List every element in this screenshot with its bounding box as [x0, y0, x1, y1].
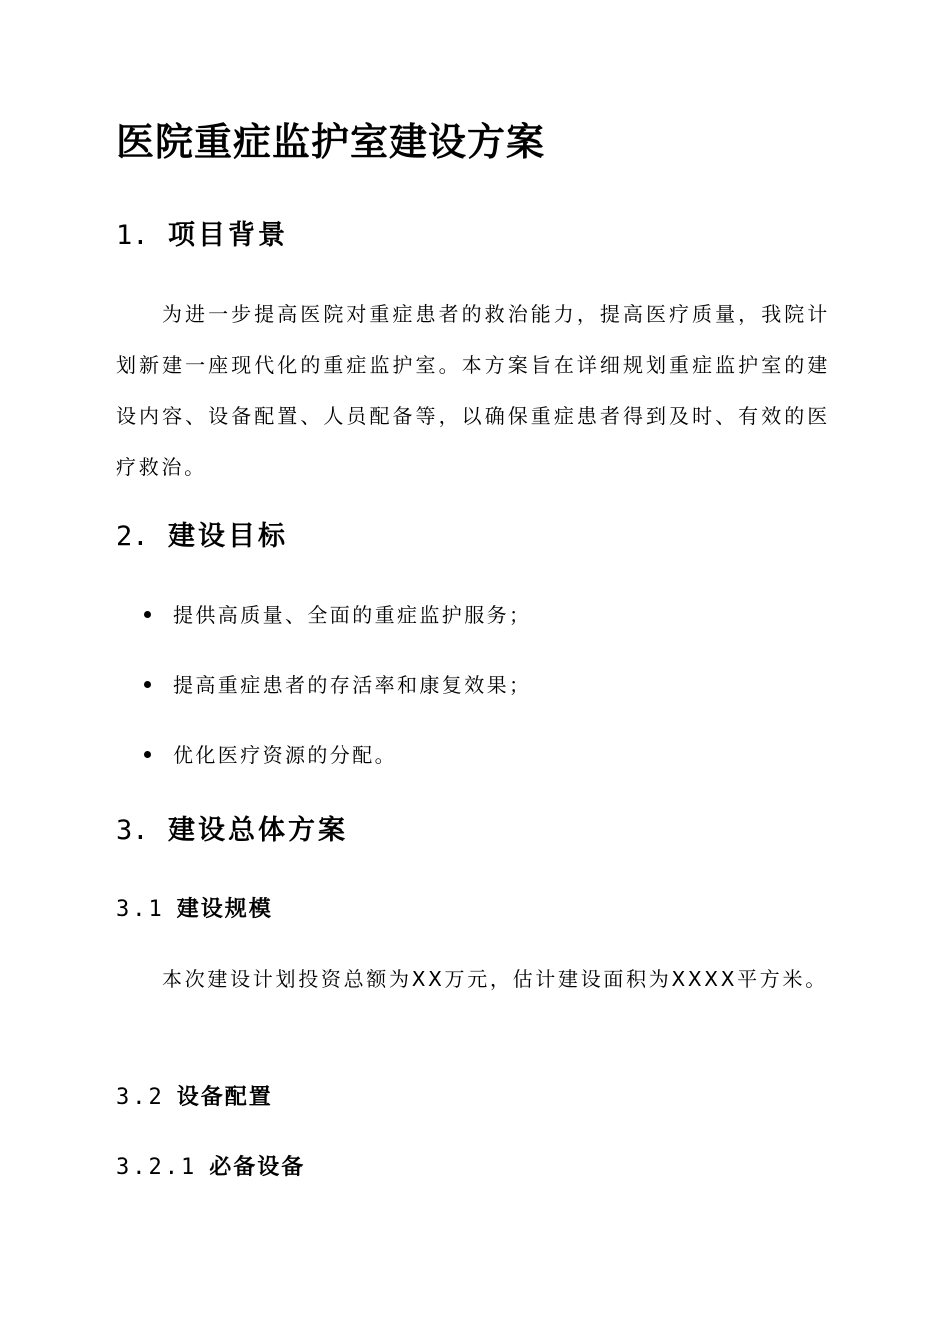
subsection-heading-3-2-1	[116, 1153, 305, 1183]
section-title: 建设总体方案	[168, 815, 348, 846]
bullet-icon	[144, 611, 151, 618]
list-item	[116, 666, 830, 736]
list-item	[116, 736, 830, 806]
subsection-heading-3-1	[116, 895, 273, 925]
section-number: 2.	[116, 521, 149, 552]
document-title: 医院重症监护室建设方案	[116, 120, 546, 164]
section-heading-3	[116, 813, 348, 849]
subsection-heading-3-2	[116, 1083, 273, 1113]
section-number: 1.	[116, 220, 149, 251]
section-title: 建设目标	[168, 521, 288, 552]
bullet-icon	[144, 681, 151, 688]
section-heading-1	[116, 218, 288, 254]
section-title: 项目背景	[168, 220, 288, 251]
subsection-number: 3.2	[116, 1085, 165, 1110]
list-item-text: 优化医疗资源的分配。	[173, 743, 397, 767]
section-paragraph-scale: 本次建设计划投资总额为XX万元，估计建设面积为XXXX平方米。	[162, 967, 828, 991]
section-heading-2	[116, 519, 288, 555]
goals-list	[116, 596, 830, 806]
bullet-icon	[144, 751, 151, 758]
list-item-text: 提高重症患者的存活率和康复效果；	[173, 673, 532, 697]
section-paragraph-background: 为进一步提高医院对重症患者的救治能力，提高医疗质量，我院计划新建一座现代化的重症监护室。本方案旨在详细规划重症监护室的建设内容、设备配置、人员配备等，以确保重症患者得到及时、有效的医疗救治。	[116, 302, 830, 479]
list-item-text: 提供高质量、全面的重症监护服务；	[173, 603, 532, 627]
list-item	[116, 596, 830, 666]
section-number: 3.	[116, 815, 149, 846]
subsection-number: 3.1	[116, 897, 165, 922]
subsection-title: 设备配置	[176, 1085, 273, 1110]
subsection-title: 必备设备	[209, 1155, 306, 1180]
subsection-title: 建设规模	[176, 897, 273, 922]
subsection-number: 3.2.1	[116, 1155, 198, 1180]
